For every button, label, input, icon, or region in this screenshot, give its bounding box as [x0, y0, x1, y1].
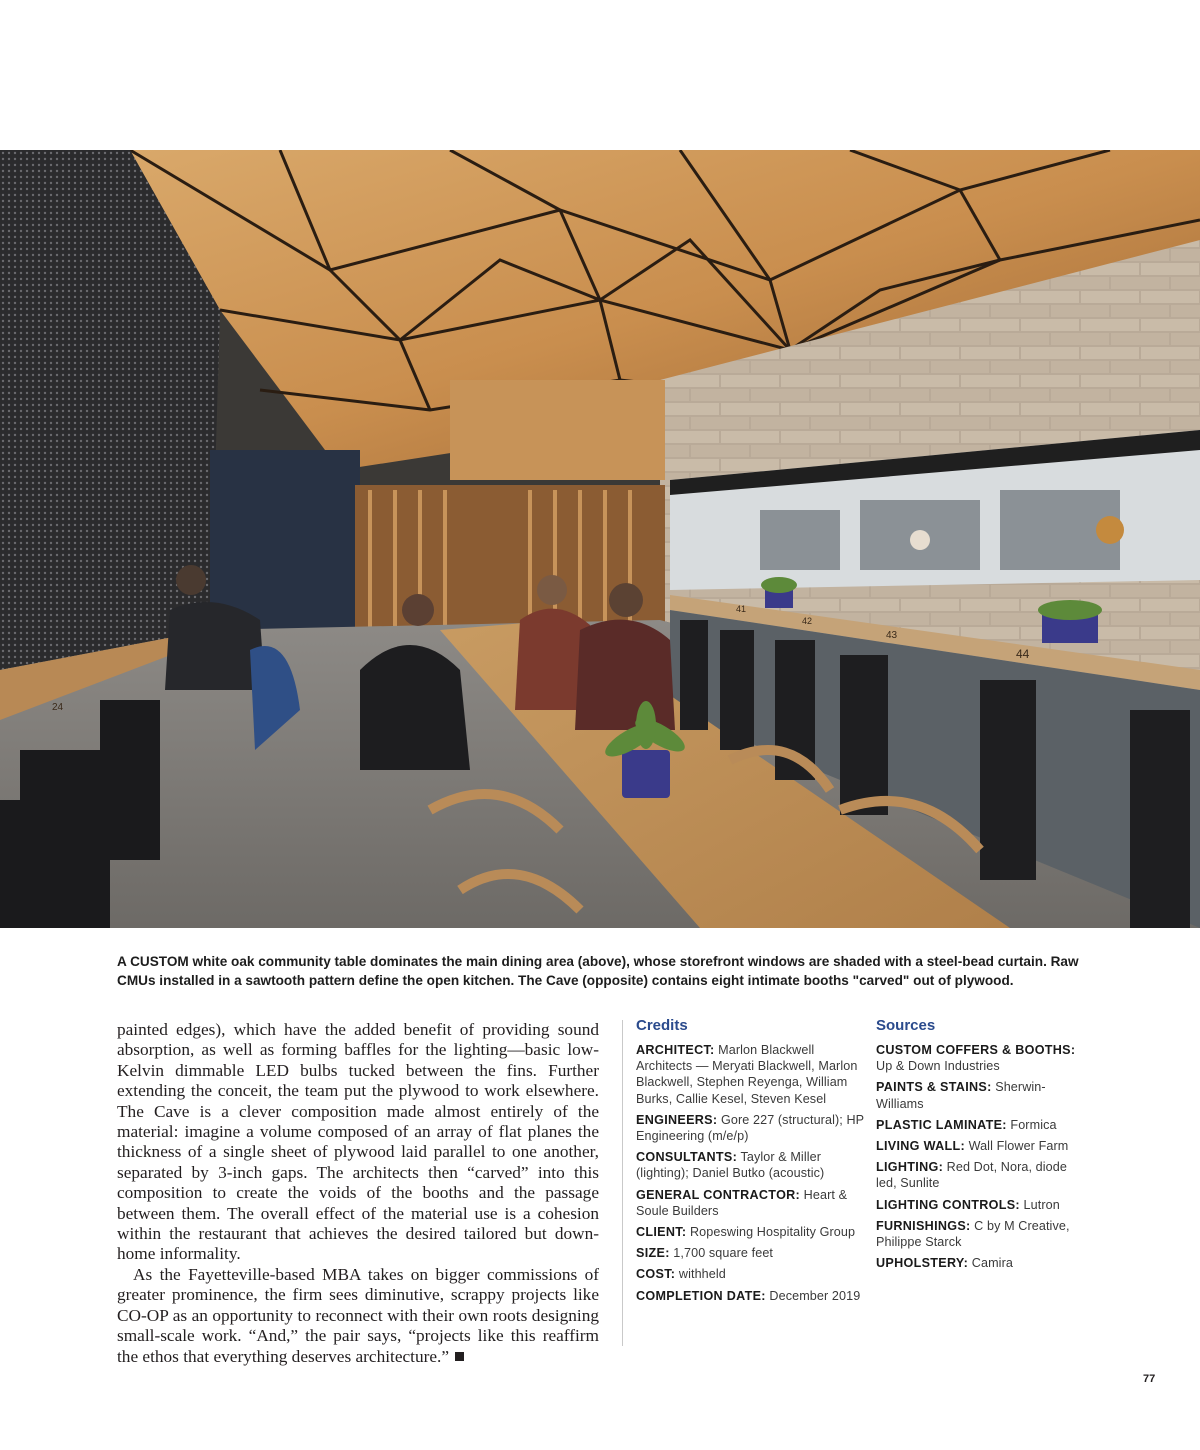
credit-client — [636, 1224, 864, 1240]
credit-value: withheld — [678, 1267, 726, 1282]
source-paints — [876, 1079, 1090, 1111]
credit-value: 1,700 square feet — [673, 1246, 774, 1261]
source-value: Up & Down Industries — [876, 1059, 1000, 1074]
caption-text: white oak community table dominates the main dining area (above), whose storefront windows are shaded with a steel-bead curtain. Raw CMUs installed in a sawtooth pattern define the open kitchen. The Cave (opposite) contains eight intimate booths "carved" out of plywood. — [117, 954, 1079, 988]
credit-label: COMPLETION DATE: — [636, 1288, 766, 1303]
source-value: C by M Creative, Philippe Starck — [876, 1218, 1070, 1250]
source-laminate — [876, 1117, 1090, 1133]
source-upholstery — [876, 1255, 1090, 1271]
column-divider — [622, 1020, 623, 1346]
credits-box — [636, 1016, 864, 1309]
credit-cost — [636, 1266, 864, 1282]
credit-engineers — [636, 1112, 864, 1144]
restaurant-interior-illustration — [0, 150, 1200, 928]
seat-number-43: 43 — [886, 630, 898, 641]
credit-value: December 2019 — [769, 1288, 861, 1303]
source-label: LIVING WALL: — [876, 1139, 965, 1154]
credit-label: SIZE: — [636, 1246, 670, 1261]
credit-value: Taylor & Miller (lighting); Daniel Butko (acoustic) — [636, 1150, 825, 1181]
seat-number-24: 24 — [52, 702, 64, 713]
source-value: Camira — [971, 1256, 1013, 1271]
source-lighting — [876, 1159, 1090, 1191]
article-paragraph: painted edges), which have the added benefit of providing sound absorption, as well as forming baffles for the lighting—basic low-Kelvin dimmable LED bulbs tucked between the fins. Further extending the conceit, the team put the plywood to work elsewhere. The Cave is a clever composition made almost entirely of the material: imagine a volume composed of an array of flat planes the thickness of a single sheet of plywood laid parallel to one another, separated by 3-inch gaps. The architects then “carved” into this composition to create the voids of the booths and the passage between them. The overall effect of the material use is a cohesion within the restaurant that achieves the desired tailored but down-home informality. — [117, 1020, 599, 1264]
credit-value: Ropeswing Hospitality Group — [689, 1225, 856, 1240]
credit-consultants — [636, 1149, 864, 1181]
sources-box — [876, 1016, 1090, 1276]
source-living-wall — [876, 1138, 1090, 1154]
credit-label: COST: — [636, 1267, 676, 1282]
credit-label: ARCHITECT: — [636, 1043, 715, 1057]
credit-architect — [636, 1042, 864, 1107]
seat-number-42: 42 — [802, 616, 813, 626]
article-paragraph-final — [117, 1265, 599, 1367]
source-value: Wall Flower Farm — [968, 1139, 1069, 1154]
source-label: FURNISHINGS: — [876, 1218, 971, 1233]
credit-label: CLIENT: — [636, 1225, 687, 1240]
source-lighting-controls — [876, 1197, 1090, 1213]
article-paragraph-text: As the Fayetteville-based MBA takes on bigger commissions of greater prominence, the firm sees diminutive, scrappy projects like CO-OP as an opportunity to reconnect with their own roots designing small-scale work. “And,” the pair says, “projects like this reaffirm the ethos that everything deserves architecture.” — [117, 1264, 599, 1366]
credit-label: CONSULTANTS: — [636, 1150, 738, 1165]
credit-value: Gore 227 (structural); HP Engineering (m/e/p) — [636, 1112, 864, 1144]
credit-size — [636, 1245, 864, 1261]
source-label: CUSTOM COFFERS & BOOTHS: — [876, 1043, 1076, 1057]
source-furnishings — [876, 1218, 1090, 1250]
source-value: Sherwin-Williams — [876, 1080, 1046, 1111]
credit-value: Marlon Blackwell Architects — Meryati Blackwell, Marlon Blackwell, Stephen Reyenga, William Burks, Callie Kesel, Steven Kesel — [636, 1043, 858, 1106]
source-custom-coffers — [876, 1042, 1090, 1074]
source-value: Red Dot, Nora, diode led, Sunlite — [876, 1160, 1067, 1191]
credit-value: Heart & Soule Builders — [636, 1187, 848, 1218]
restaurant-photo — [0, 150, 1200, 928]
photo-caption — [117, 952, 1092, 990]
source-value: Formica — [1010, 1117, 1057, 1132]
source-label: LIGHTING: — [876, 1160, 944, 1175]
source-value: Lutron — [1023, 1197, 1060, 1212]
source-label: PAINTS & STAINS: — [876, 1080, 992, 1095]
source-label: UPHOLSTERY: — [876, 1256, 969, 1271]
seat-number-41: 41 — [736, 604, 747, 614]
page-number: 77 — [1143, 1373, 1156, 1385]
sources-heading: Sources — [876, 1017, 936, 1034]
source-label: LIGHTING CONTROLS: — [876, 1197, 1020, 1212]
credits-heading: Credits — [636, 1017, 688, 1034]
credit-label: GENERAL CONTRACTOR: — [636, 1187, 801, 1202]
credit-completion-date — [636, 1288, 864, 1304]
article-body — [117, 1020, 599, 1367]
end-of-article-icon — [455, 1352, 464, 1361]
credit-general-contractor — [636, 1187, 864, 1219]
source-label: PLASTIC LAMINATE: — [876, 1117, 1007, 1132]
credit-label: ENGINEERS: — [636, 1112, 718, 1127]
seat-number-44: 44 — [1016, 647, 1030, 661]
caption-lead: A CUSTOM — [117, 954, 189, 969]
